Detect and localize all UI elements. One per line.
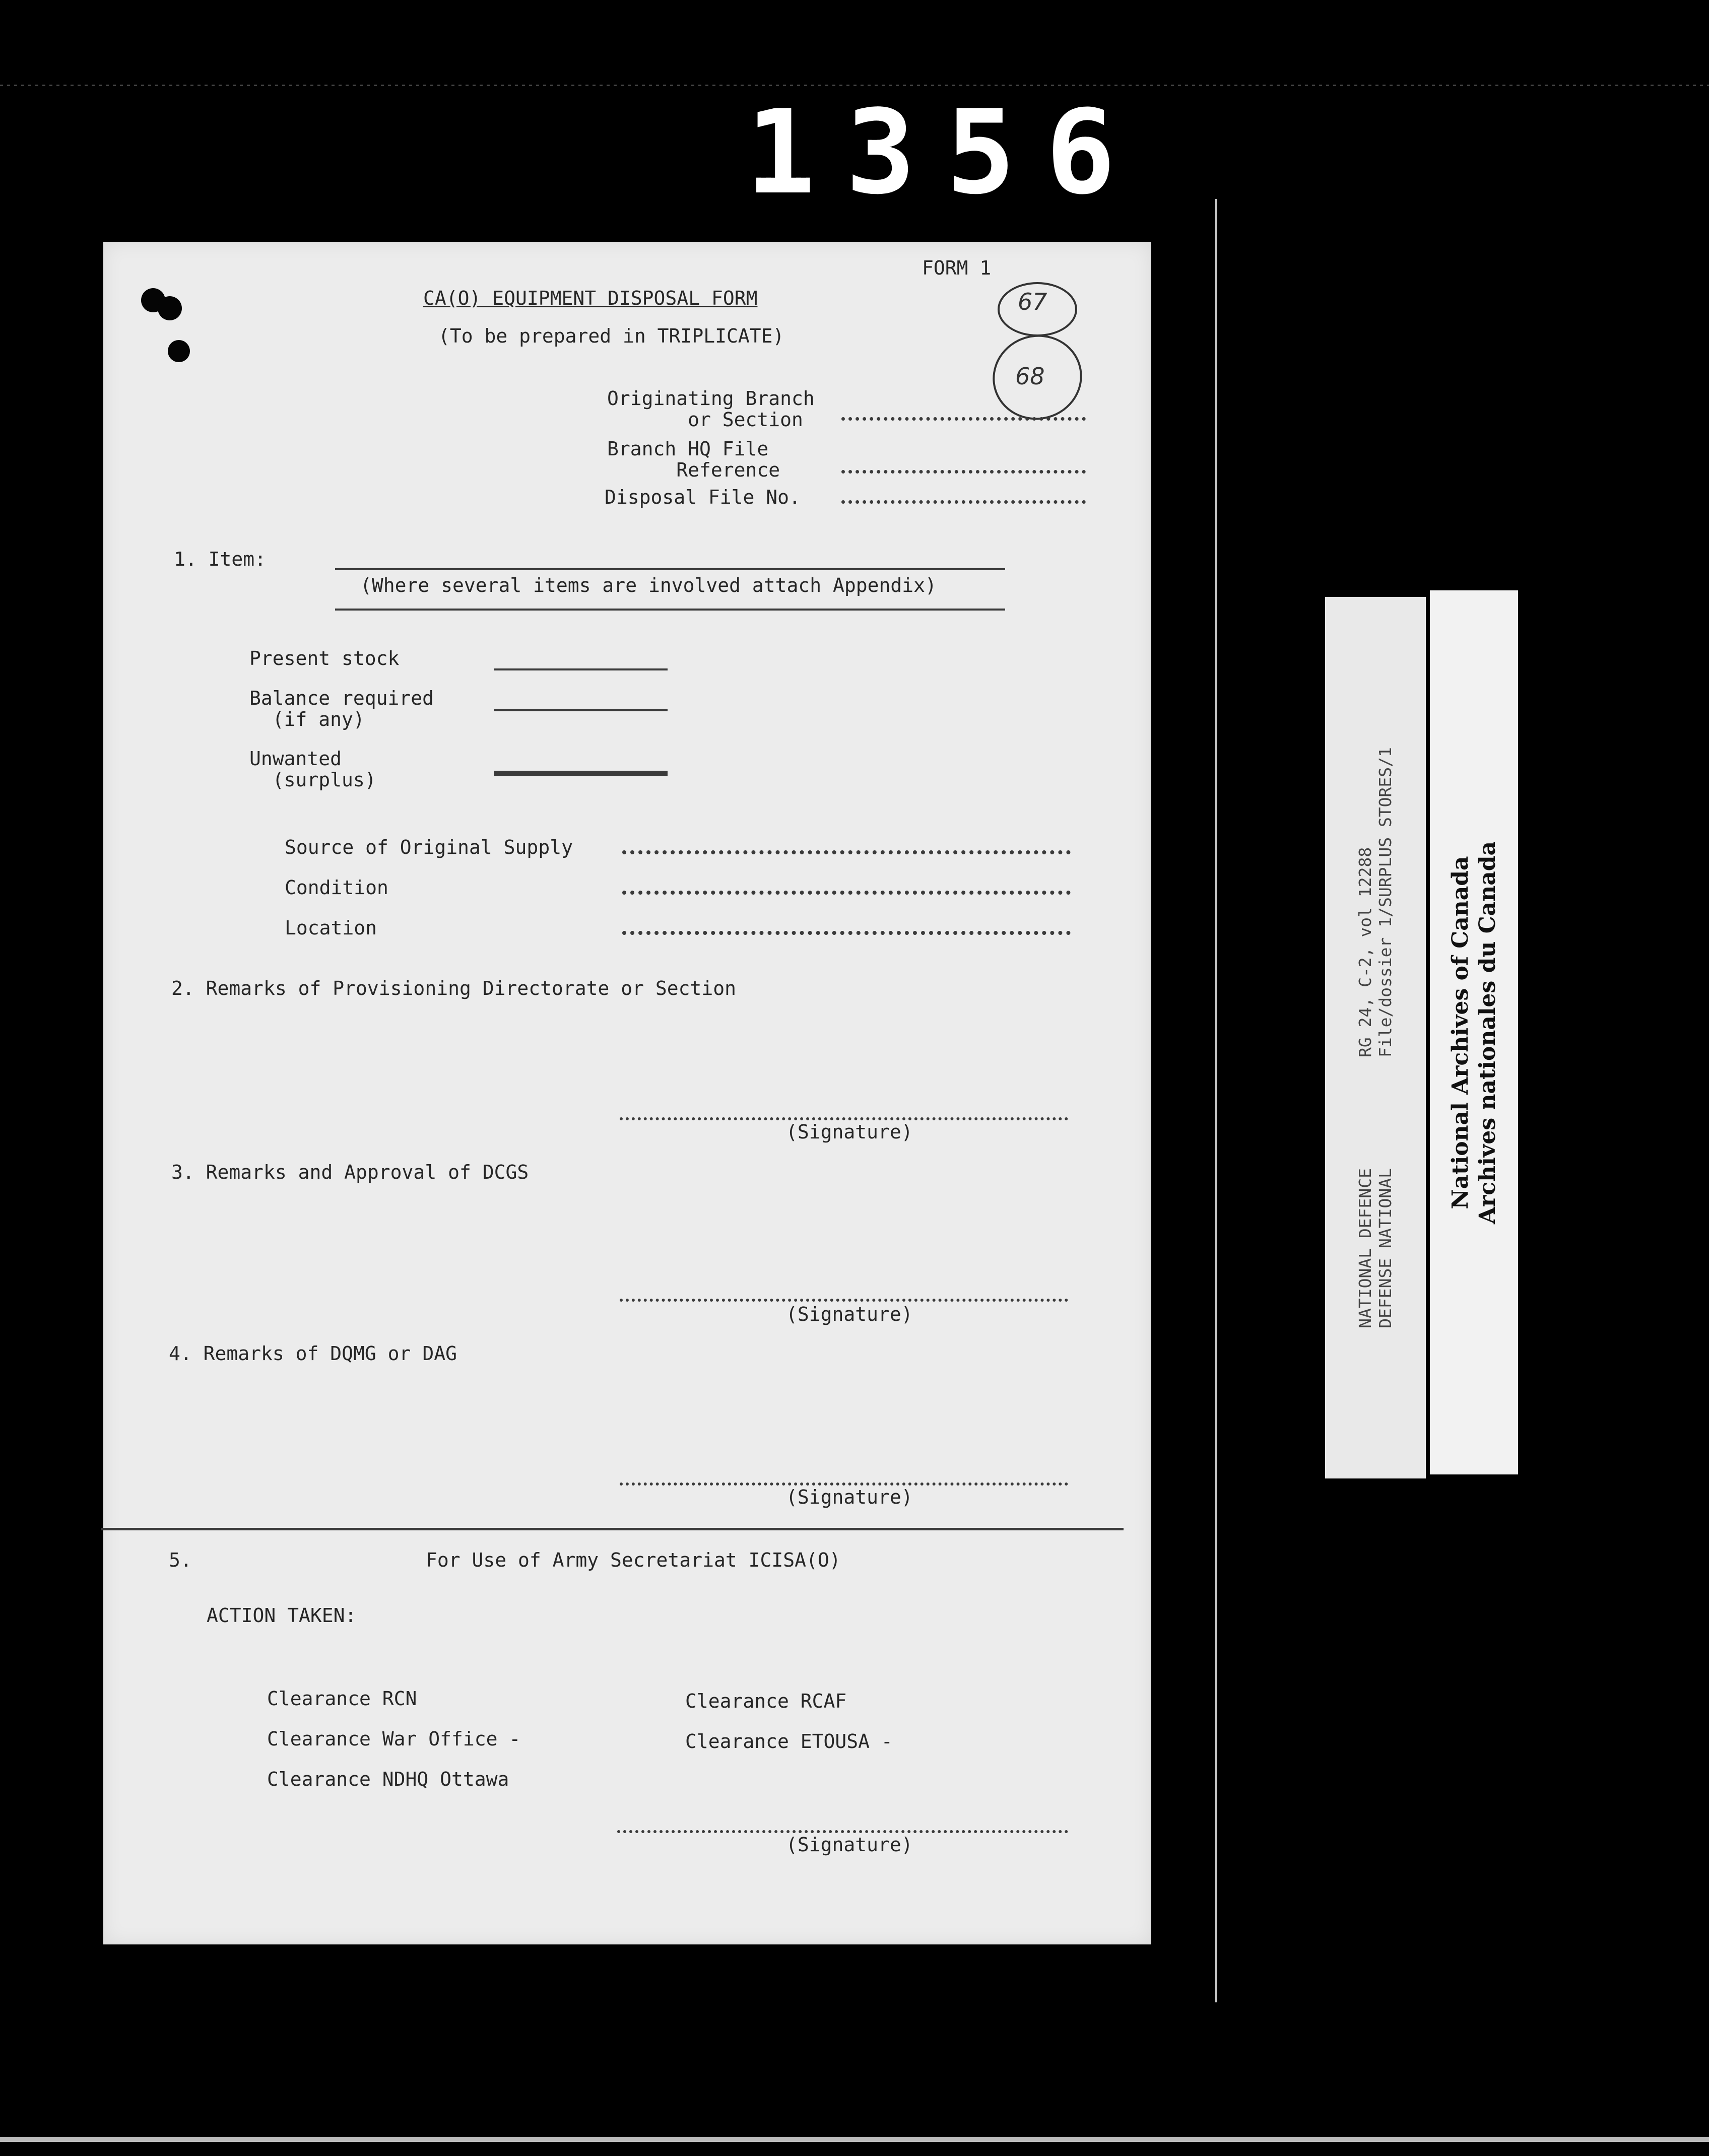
section-3-signature-label: (Signature) xyxy=(786,1303,913,1325)
section-5-number: 5. xyxy=(169,1549,192,1571)
originating-branch-field[interactable] xyxy=(841,413,1086,421)
action-taken-label: ACTION TAKEN: xyxy=(207,1604,357,1627)
form-title: CA(O) EQUIPMENT DISPOSAL FORM xyxy=(423,287,758,309)
punch-hole-icon xyxy=(158,296,182,320)
handwritten-number: 67 xyxy=(1018,288,1047,315)
condition-label: Condition xyxy=(285,877,388,899)
archive-label-text xyxy=(1447,841,1501,1224)
item-note: (Where several items are involved attach Appendix) xyxy=(360,574,937,596)
unwanted-field[interactable] xyxy=(494,771,668,776)
section-2-label: 2. Remarks of Provisioning Directorate or Section xyxy=(171,977,737,999)
section-2-signature-field[interactable] xyxy=(620,1113,1068,1120)
item-field[interactable] xyxy=(335,568,1005,570)
disposal-form-page xyxy=(103,242,1151,1944)
section-divider xyxy=(101,1528,1124,1530)
clearance-ndhq-ottawa: Clearance NDHQ Ottawa xyxy=(267,1768,509,1790)
film-bottom-rule xyxy=(0,2137,1709,2142)
section-4-label: 4. Remarks of DQMG or DAG xyxy=(169,1342,457,1365)
form-subtitle: (To be prepared in TRIPLICATE) xyxy=(438,325,784,347)
handwritten-number: 68 xyxy=(1015,363,1045,390)
section-2-signature-label: (Signature) xyxy=(786,1121,913,1143)
reference-file: File/dossier 1/SURPLUS STORES/1 xyxy=(1375,747,1395,1058)
dept-name-french: DEFENSE NATIONAL xyxy=(1375,1168,1395,1328)
location-label: Location xyxy=(285,917,377,939)
frame-number: 1356 xyxy=(746,86,1146,220)
unwanted-label: Unwanted (surplus) xyxy=(249,748,376,791)
film-divider-line xyxy=(1215,199,1217,2002)
file-reference-field[interactable] xyxy=(841,466,1086,474)
archive-name-english: National Archives of Canada xyxy=(1447,856,1473,1209)
present-stock-field[interactable] xyxy=(494,668,668,670)
archive-label xyxy=(1430,590,1518,1474)
location-field[interactable] xyxy=(622,927,1071,935)
reference-label xyxy=(1325,597,1426,1478)
punch-hole-icon xyxy=(168,340,190,362)
clearance-rcn: Clearance RCN xyxy=(267,1688,417,1710)
item-label: 1. Item: xyxy=(174,548,267,570)
clearance-etousa: Clearance ETOUSA - xyxy=(685,1730,893,1753)
section-5-signature-field[interactable] xyxy=(617,1826,1068,1833)
dept-name-english: NATIONAL DEFENCE xyxy=(1355,1168,1375,1328)
source-field[interactable] xyxy=(622,846,1071,854)
originating-branch-label: Originating Branch or Section xyxy=(607,387,815,431)
disposal-file-field[interactable] xyxy=(841,496,1086,504)
file-reference-label: Branch HQ File Reference xyxy=(607,438,780,481)
section-5-signature-label: (Signature) xyxy=(786,1834,913,1856)
section-5-title: For Use of Army Secretariat ICISA(O) xyxy=(426,1549,841,1571)
section-4-signature-field[interactable] xyxy=(620,1478,1068,1486)
clearance-rcaf: Clearance RCAF xyxy=(685,1690,847,1712)
balance-required-label: Balance required (if any) xyxy=(249,687,434,730)
present-stock-label: Present stock xyxy=(249,647,400,669)
section-3-signature-field[interactable] xyxy=(620,1295,1068,1302)
balance-required-field[interactable] xyxy=(494,709,668,711)
reference-label-text xyxy=(1355,747,1396,1328)
archive-name-french: Archives nationales du Canada xyxy=(1474,841,1500,1224)
disposal-file-label: Disposal File No. xyxy=(605,486,801,508)
item-underline xyxy=(335,609,1005,611)
section-3-label: 3. Remarks and Approval of DCGS xyxy=(171,1161,529,1183)
form-number: FORM 1 xyxy=(922,257,992,279)
section-4-signature-label: (Signature) xyxy=(786,1486,913,1508)
reference-record-group: RG 24, C-2, vol 12288 xyxy=(1355,847,1375,1058)
clearance-war-office: Clearance War Office - xyxy=(267,1728,521,1750)
source-label: Source of Original Supply xyxy=(285,836,573,858)
condition-field[interactable] xyxy=(622,887,1071,895)
